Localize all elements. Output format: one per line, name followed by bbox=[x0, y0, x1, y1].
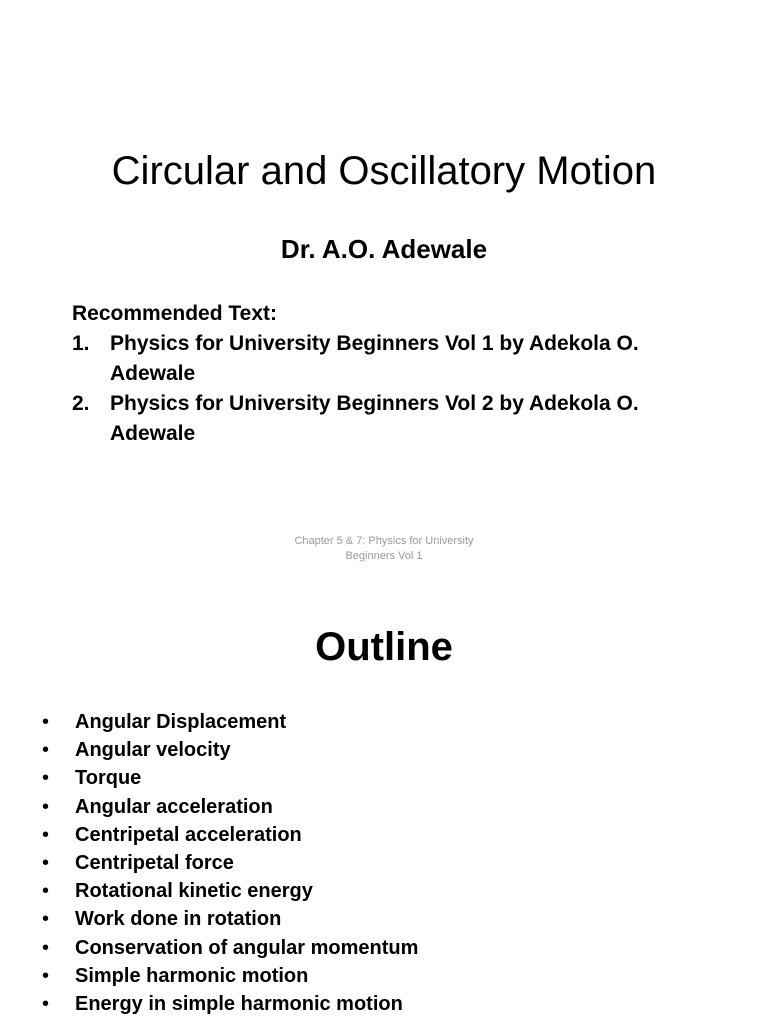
bullet-icon: • bbox=[42, 964, 50, 987]
recommended-text-block bbox=[72, 299, 712, 449]
outline-item-text: Conservation of angular momentum bbox=[75, 936, 419, 959]
outline-item bbox=[42, 962, 418, 990]
outline-item bbox=[42, 849, 418, 877]
bullet-icon: • bbox=[42, 993, 50, 1016]
outline-item-text: Angular Displacement bbox=[75, 711, 287, 733]
bullet-icon: • bbox=[42, 852, 50, 875]
bullet-icon: • bbox=[42, 936, 50, 959]
outline-item bbox=[42, 821, 418, 849]
recommended-text-item bbox=[72, 329, 712, 389]
recommended-item-number: 1. bbox=[72, 332, 90, 355]
bullet-icon: • bbox=[42, 908, 50, 931]
outline-item bbox=[42, 877, 418, 905]
bullet-icon: • bbox=[42, 767, 50, 790]
recommended-item-number: 2. bbox=[72, 392, 90, 415]
outline-item bbox=[42, 905, 418, 933]
bullet-icon: • bbox=[42, 739, 50, 762]
outline-item-text: Torque bbox=[75, 767, 142, 790]
author-name: Dr. A.O. Adewale bbox=[280, 234, 488, 264]
outline-item-text: Centripetal force bbox=[75, 852, 234, 875]
outline-item-text: Simple harmonic motion bbox=[75, 964, 309, 987]
slide-title: Circular and Oscillatory Motion bbox=[111, 149, 657, 193]
outline-item-text: Work done in rotation bbox=[75, 908, 282, 931]
footer-line: Beginners Vol 1 bbox=[345, 550, 423, 562]
recommended-text-item bbox=[72, 389, 712, 449]
outline-list bbox=[42, 708, 418, 1018]
outline-slide bbox=[0, 576, 768, 1024]
outline-item-text: Centripetal acceleration bbox=[75, 823, 302, 846]
outline-item bbox=[42, 736, 418, 764]
recommended-text-list bbox=[72, 329, 712, 449]
recommended-text-heading: Recommended Text: bbox=[72, 302, 277, 325]
slide-footer bbox=[0, 534, 768, 564]
outline-item-text: Angular velocity bbox=[75, 739, 231, 762]
outline-item-text: Angular acceleration bbox=[75, 795, 273, 818]
outline-item bbox=[42, 990, 418, 1018]
bullet-icon: • bbox=[42, 795, 50, 818]
recommended-item-text: Physics for University Beginners Vol 1 by Adekola O. Adewale bbox=[110, 332, 639, 385]
outline-item bbox=[42, 764, 418, 792]
footer-line: Chapter 5 & 7: Physics for University bbox=[294, 535, 474, 547]
outline-item-text: Rotational kinetic energy bbox=[75, 880, 313, 903]
recommended-item-text: Physics for University Beginners Vol 2 by Adekola O. Adewale bbox=[110, 392, 639, 445]
outline-item bbox=[42, 934, 418, 962]
outline-item-text: Energy in simple harmonic motion bbox=[75, 993, 403, 1016]
bullet-icon: • bbox=[42, 880, 50, 903]
bullet-icon: • bbox=[42, 711, 50, 733]
outline-item bbox=[42, 793, 418, 821]
outline-item bbox=[42, 708, 418, 736]
bullet-icon: • bbox=[42, 823, 50, 846]
outline-title: Outline bbox=[315, 625, 453, 669]
